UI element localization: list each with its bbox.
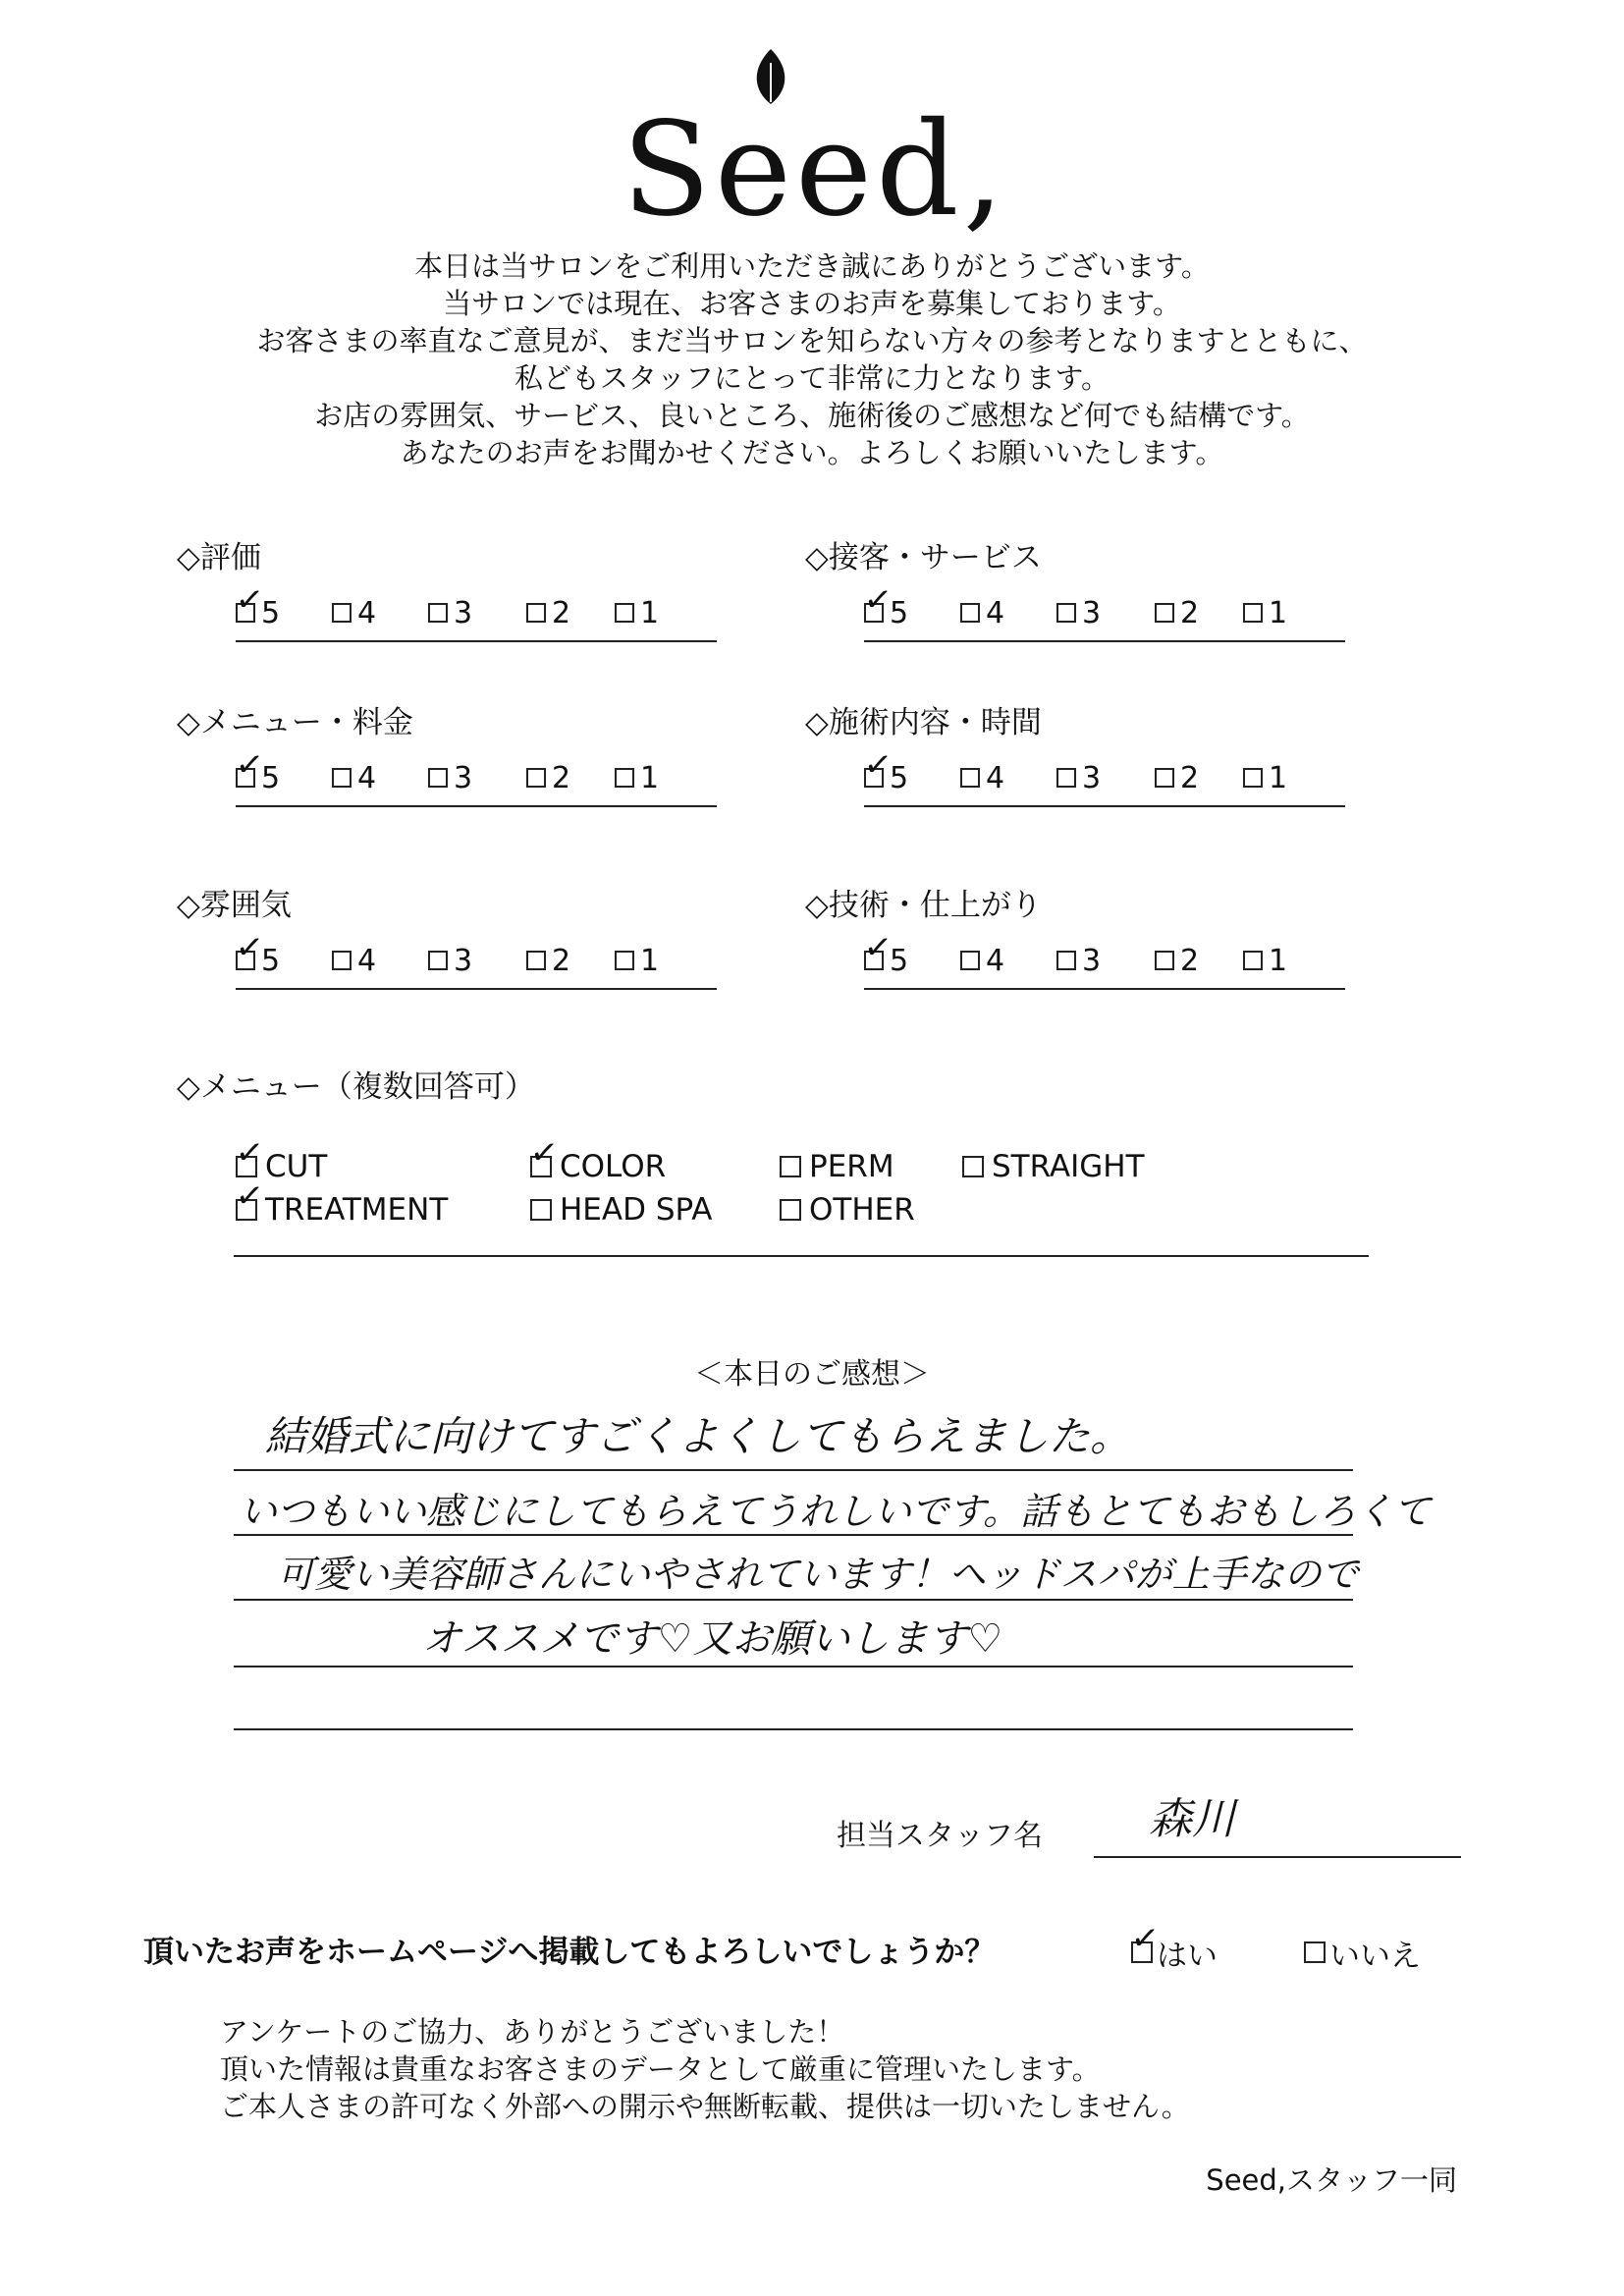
checkbox[interactable]: [527, 1131, 561, 1177]
rating-option[interactable]: [526, 591, 570, 634]
rating-section: [805, 703, 1296, 831]
menu-option[interactable]: [527, 1131, 667, 1186]
rating-option-label: 4: [986, 595, 1005, 630]
check-mark-icon: ✓: [527, 1131, 561, 1175]
writing-line: [234, 1728, 1353, 1730]
logo: [0, 47, 1624, 246]
impressions-title: ＜本日のご感想＞: [694, 1357, 930, 1392]
checkbox[interactable]: [428, 768, 448, 788]
rating-option-label: 4: [357, 760, 377, 795]
rating-option-label: 5: [261, 760, 281, 795]
menu-title: ◇メニュー（複数回答可）: [177, 1069, 535, 1105]
rating-option-label: 5: [261, 595, 281, 630]
rating-options: [233, 578, 677, 634]
rating-option[interactable]: [1155, 591, 1199, 634]
intro-line: お客さまの率直なご意見が、まだ当サロンを知らない方々の参考となりますとともに、: [256, 324, 1368, 357]
rating-option-label: 5: [890, 595, 909, 630]
checkbox[interactable]: [960, 768, 980, 788]
menu-option[interactable]: [780, 1190, 915, 1230]
divider: [234, 1255, 1369, 1257]
check-mark-icon: ✓: [233, 926, 266, 969]
checkbox[interactable]: [615, 768, 634, 788]
rating-option-label: 4: [986, 943, 1005, 978]
rating-option-label: 2: [552, 943, 571, 978]
checkbox[interactable]: [1155, 951, 1174, 970]
check-mark-icon: ✓: [233, 1175, 266, 1218]
divider: [864, 640, 1345, 642]
rating-option-label: 3: [454, 760, 473, 795]
check-mark-icon: ✓: [233, 578, 266, 622]
menu-option-label: TREATMENT: [265, 1192, 449, 1228]
rating-option[interactable]: [960, 939, 1004, 982]
divider: [864, 988, 1345, 990]
checkbox[interactable]: [861, 578, 894, 623]
rating-option-label: 4: [357, 595, 377, 630]
rating-option[interactable]: [1056, 939, 1101, 982]
rating-title: ◇雰囲気: [177, 888, 292, 923]
closing-line: 頂いた情報は貴重なお客さまのデータとして厳重に管理いたします。: [220, 2052, 1101, 2086]
rating-option-label: 2: [1180, 943, 1200, 978]
divider: [236, 805, 717, 807]
writing-line: [234, 1469, 1353, 1471]
check-mark-icon: ✓: [1128, 1917, 1162, 1960]
rating-option-label: 1: [1269, 595, 1288, 630]
menu-option-label: CUT: [265, 1149, 328, 1184]
checkbox[interactable]: [962, 1156, 984, 1177]
rating-option-label: 1: [1269, 943, 1288, 978]
checkbox[interactable]: [861, 926, 894, 970]
menu-option-label: COLOR: [560, 1149, 667, 1184]
rating-option-label: 3: [454, 595, 473, 630]
rating-option-label: 5: [261, 943, 281, 978]
checkbox[interactable]: [233, 1131, 266, 1177]
checkbox[interactable]: [960, 951, 980, 970]
closing-text: [220, 2013, 1190, 2125]
rating-option[interactable]: [960, 756, 1004, 799]
rating-option[interactable]: [861, 926, 909, 982]
rating-options: [861, 743, 1306, 799]
check-mark-icon: ✓: [233, 743, 266, 787]
rating-option[interactable]: [428, 591, 472, 634]
rating-option-label: 3: [1082, 943, 1102, 978]
menu-option[interactable]: [233, 1175, 449, 1230]
checkbox[interactable]: [780, 1199, 801, 1221]
intro-line: 当サロンでは現在、お客さまのお声を募集しております。: [443, 287, 1181, 320]
rating-option[interactable]: [1155, 756, 1199, 799]
checkbox[interactable]: [1128, 1917, 1162, 1963]
intro-line: あなたのお声をお聞かせください。よろしくお願いいたします。: [400, 436, 1224, 469]
checkbox[interactable]: [233, 926, 266, 970]
rating-option-label: 4: [986, 760, 1005, 795]
writing-line: [234, 1666, 1353, 1667]
rating-option-label: 2: [552, 595, 571, 630]
consent-yes[interactable]: [1128, 1917, 1218, 1974]
checkbox[interactable]: [780, 1156, 801, 1177]
rating-option[interactable]: [1056, 756, 1101, 799]
rating-option[interactable]: [233, 578, 281, 634]
rating-option-label: 1: [640, 943, 660, 978]
rating-option[interactable]: [332, 591, 376, 634]
rating-option-label: 4: [357, 943, 377, 978]
menu-option-label: PERM: [809, 1149, 894, 1184]
staff-label: 担当スタッフ名: [837, 1819, 1043, 1853]
menu-option[interactable]: [962, 1147, 1145, 1186]
rating-option[interactable]: [615, 939, 659, 982]
divider: [864, 805, 1345, 807]
consent-no-label: いいえ: [1329, 1938, 1421, 1974]
rating-title: ◇接客・サービス: [805, 540, 1042, 575]
rating-title: ◇技術・仕上がり: [805, 888, 1042, 923]
rating-option-label: 1: [640, 760, 660, 795]
menu-option[interactable]: [780, 1147, 894, 1186]
checkbox[interactable]: [615, 603, 634, 623]
menu-option-label: STRAIGHT: [992, 1149, 1145, 1184]
rating-option[interactable]: [233, 743, 281, 799]
checkbox[interactable]: [332, 603, 352, 623]
impression-line: 可愛い美容師さんにいやされています！ヘッドスパが上手なので: [277, 1553, 1359, 1596]
rating-option[interactable]: [615, 591, 659, 634]
checkbox[interactable]: [1155, 603, 1174, 623]
rating-options: [233, 926, 677, 982]
rating-option-label: 3: [454, 943, 473, 978]
menu-option-label: HEAD SPA: [560, 1192, 713, 1228]
writing-line: [234, 1599, 1353, 1601]
rating-option[interactable]: [861, 578, 909, 634]
rating-options: [861, 926, 1306, 982]
rating-section: [177, 703, 668, 831]
checkbox[interactable]: [960, 603, 980, 623]
rating-option[interactable]: [233, 926, 281, 982]
logo-text: Seed,: [622, 94, 1008, 246]
checkbox[interactable]: [428, 603, 448, 623]
rating-option[interactable]: [960, 591, 1004, 634]
check-mark-icon: ✓: [233, 1131, 266, 1175]
checkbox[interactable]: [1155, 768, 1174, 788]
checkbox[interactable]: [428, 951, 448, 970]
impression-line: オススメです♡又お願いします♡: [422, 1616, 1003, 1662]
rating-option[interactable]: [428, 756, 472, 799]
checkbox[interactable]: [233, 578, 266, 623]
rating-option[interactable]: [861, 743, 909, 799]
rating-option[interactable]: [615, 756, 659, 799]
checkbox[interactable]: [233, 1175, 266, 1221]
rating-option[interactable]: [526, 939, 570, 982]
rating-section: [805, 538, 1296, 666]
rating-section: [805, 886, 1296, 1013]
signoff: Seed,スタッフ一同: [1206, 2163, 1457, 2197]
rating-option[interactable]: [1243, 756, 1287, 799]
rating-option[interactable]: [526, 756, 570, 799]
intro-text: [0, 247, 1624, 471]
closing-line: アンケートのご協力、ありがとうございました！: [220, 2015, 845, 2049]
check-mark-icon: ✓: [861, 578, 894, 622]
rating-title: ◇施術内容・時間: [805, 705, 1042, 740]
rating-section: [177, 538, 668, 666]
rating-title: ◇メニュー・料金: [177, 705, 413, 740]
intro-line: 私どもスタッフにとって非常に力となります。: [514, 361, 1110, 395]
check-mark-icon: ✓: [861, 743, 894, 787]
consent-yes-label: はい: [1157, 1938, 1218, 1974]
checkbox[interactable]: [526, 951, 546, 970]
rating-option-label: 1: [1269, 760, 1288, 795]
consent-question: 頂いたお声をホームページへ掲載してもよろしいでしょうか？: [143, 1935, 996, 1970]
staff-name: 森川: [1149, 1794, 1235, 1844]
checkbox[interactable]: [526, 768, 546, 788]
check-mark-icon: ✓: [861, 926, 894, 969]
rating-option-label: 5: [890, 943, 909, 978]
rating-option-label: 2: [1180, 595, 1200, 630]
rating-option-label: 2: [1180, 760, 1200, 795]
checkbox[interactable]: [1243, 603, 1263, 623]
rating-title: ◇評価: [177, 540, 261, 575]
intro-line: お店の雰囲気、サービス、良いところ、施術後のご感想など何でも結構です。: [314, 399, 1310, 432]
impression-line: 結婚式に向けてすごくよくしてもらえました。: [265, 1412, 1132, 1460]
divider: [236, 640, 717, 642]
checkbox[interactable]: [1243, 951, 1263, 970]
divider: [236, 988, 717, 990]
checkbox[interactable]: [526, 603, 546, 623]
rating-option[interactable]: [1056, 591, 1101, 634]
rating-option[interactable]: [428, 939, 472, 982]
menu-option[interactable]: [530, 1190, 712, 1230]
checkbox[interactable]: [1056, 603, 1076, 623]
intro-line: 本日は当サロンをご利用いただき誠にありがとうございます。: [414, 249, 1210, 283]
checkbox[interactable]: [1243, 768, 1263, 788]
checkbox[interactable]: [1056, 768, 1076, 788]
rating-option[interactable]: [1243, 939, 1287, 982]
checkbox[interactable]: [332, 768, 352, 788]
checkbox[interactable]: [332, 951, 352, 970]
staff-line: [1094, 1856, 1461, 1858]
checkbox[interactable]: [1056, 951, 1076, 970]
rating-option-label: 2: [552, 760, 571, 795]
impression-line: いつもいい感じにしてもらえてうれしいです。話もとてもおもしろくて: [240, 1490, 1431, 1533]
closing-line: ご本人さまの許可なく外部への開示や無断転載、提供は一切いたしません。: [220, 2090, 1190, 2123]
rating-option-label: 3: [1082, 760, 1102, 795]
checkbox[interactable]: [615, 951, 634, 970]
menu-option-label: OTHER: [809, 1192, 915, 1228]
checkbox[interactable]: [233, 743, 266, 788]
rating-option-label: 5: [890, 760, 909, 795]
rating-option[interactable]: [1155, 939, 1199, 982]
checkbox[interactable]: [530, 1199, 552, 1221]
rating-section: [177, 886, 668, 1013]
rating-options: [233, 743, 677, 799]
checkbox[interactable]: [1304, 1941, 1326, 1963]
checkbox[interactable]: [861, 743, 894, 788]
rating-option-label: 1: [640, 595, 660, 630]
consent-no[interactable]: [1304, 1933, 1421, 1972]
rating-option-label: 3: [1082, 595, 1102, 630]
rating-option[interactable]: [332, 939, 376, 982]
rating-options: [861, 578, 1306, 634]
rating-option[interactable]: [1243, 591, 1287, 634]
rating-option[interactable]: [332, 756, 376, 799]
writing-line: [234, 1534, 1353, 1536]
